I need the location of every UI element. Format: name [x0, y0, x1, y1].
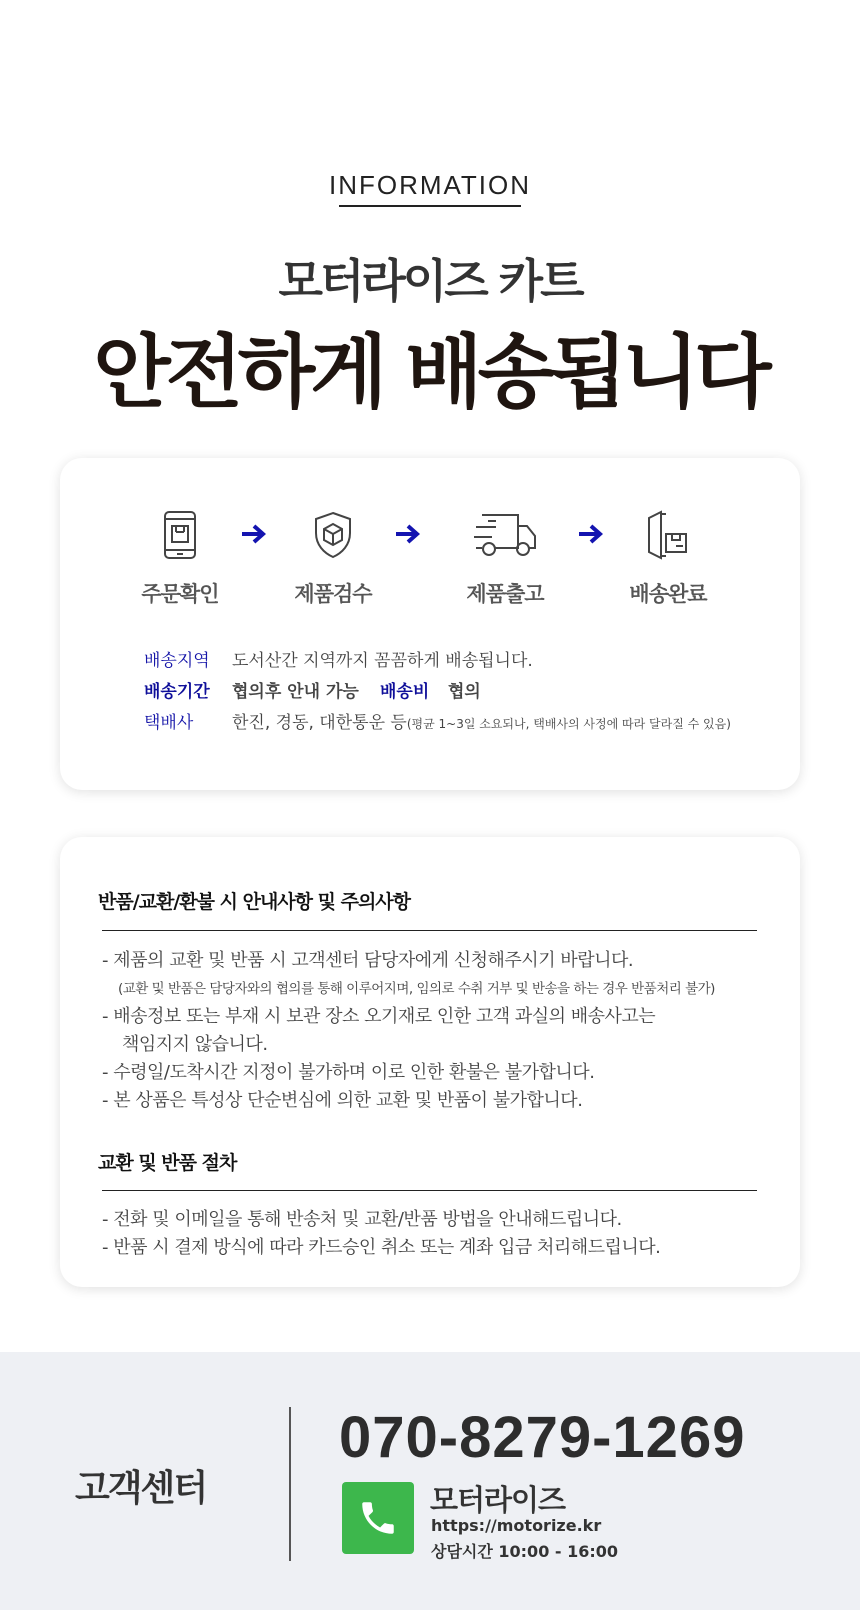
vertical-divider: [289, 1407, 291, 1561]
detail-value: 한진, 경동, 대한통운 등: [232, 713, 407, 733]
list-item: 책임지지 않습니다.: [122, 1034, 268, 1055]
detail-row-area: [144, 646, 784, 677]
detail-value: 협의: [448, 682, 481, 702]
returns-list: [102, 947, 782, 1115]
step-shipping: [445, 508, 565, 608]
returns-title: 반품/교환/환불 시 안내사항 및 주의사항: [98, 891, 411, 913]
detail-key: 택배사: [144, 713, 194, 733]
detail-key: 배송비: [380, 682, 430, 702]
divider: [102, 930, 757, 931]
list-item: - 수령일/도착시간 지정이 불가하며 이로 인한 환불은 불가합니다.: [102, 1062, 595, 1083]
customer-center-title: 고객센터: [75, 1468, 207, 1509]
arrow-right-icon: [394, 522, 422, 546]
company-name: 모터라이즈: [430, 1483, 566, 1517]
detail-key: 배송지역: [144, 651, 210, 671]
list-item: - 반품 시 결제 방식에 따라 카드승인 취소 또는 계좌 입금 처리해드립니다.: [102, 1237, 661, 1258]
business-hours: 상담시간 10:00 - 16:00: [431, 1542, 619, 1561]
delivery-truck-icon: [445, 508, 565, 562]
list-item-note: (교환 및 반품은 담당자와의 협의를 통해 이루어지며, 임의로 수취 거부 및 반송을 하는 경우 반품처리 불가): [118, 981, 715, 997]
procedure-title: 교환 및 반품 절차: [98, 1152, 237, 1174]
detail-key: 배송기간: [144, 682, 210, 702]
customer-center: [0, 1352, 860, 1610]
list-item: - 본 상품은 특성상 단순변심에 의한 교환 및 반품이 불가합니다.: [102, 1090, 583, 1111]
list-item: - 배송정보 또는 부재 시 보관 장소 오기재로 인한 고객 과실의 배송사고는: [102, 1006, 656, 1027]
arrow-right-icon: [240, 522, 268, 546]
phone-icon[interactable]: [342, 1482, 414, 1554]
door-box-icon: [608, 508, 728, 562]
procedure-list: [102, 1206, 782, 1262]
step-label: 배송완료: [629, 582, 707, 606]
step-label: 주문확인: [141, 582, 219, 606]
divider: [102, 1190, 757, 1191]
box-shield-icon: [273, 508, 393, 562]
step-order-confirm: [120, 508, 240, 608]
smartphone-icon: [120, 508, 240, 562]
detail-row-period: [144, 677, 784, 708]
detail-value-group: [232, 708, 731, 733]
company-url[interactable]: https://motorize.kr: [431, 1516, 602, 1535]
detail-row-courier: [144, 708, 784, 739]
list-item: - 제품의 교환 및 반품 시 고객센터 담당자에게 신청해주시기 바랍니다.: [102, 950, 634, 971]
arrow-right-icon: [577, 522, 605, 546]
page-subtitle: 모터라이즈 카트: [278, 254, 582, 308]
phone-number[interactable]: 070-8279-1269: [339, 1405, 746, 1470]
page-title: 안전하게 배송됩니다: [93, 326, 767, 419]
step-delivered: [608, 508, 728, 608]
info-underline: [339, 205, 521, 207]
delivery-steps: [60, 508, 800, 608]
returns-card: [60, 837, 800, 1287]
detail-value: 도서산간 지역까지 꼼꼼하게 배송됩니다.: [232, 651, 533, 671]
step-label: 제품출고: [466, 582, 544, 606]
delivery-card: [60, 458, 800, 790]
info-label: INFORMATION: [328, 170, 532, 200]
step-inspection: [273, 508, 393, 608]
delivery-details: [144, 646, 784, 739]
list-item: - 전화 및 이메일을 통해 반송처 및 교환/반품 방법을 안내해드립니다.: [102, 1209, 622, 1230]
detail-value: 협의후 안내 가능: [232, 682, 359, 702]
step-label: 제품검수: [294, 582, 372, 606]
detail-note: (평균 1~3일 소요되나, 택배사의 사정에 따라 달라질 수 있음): [406, 717, 731, 731]
